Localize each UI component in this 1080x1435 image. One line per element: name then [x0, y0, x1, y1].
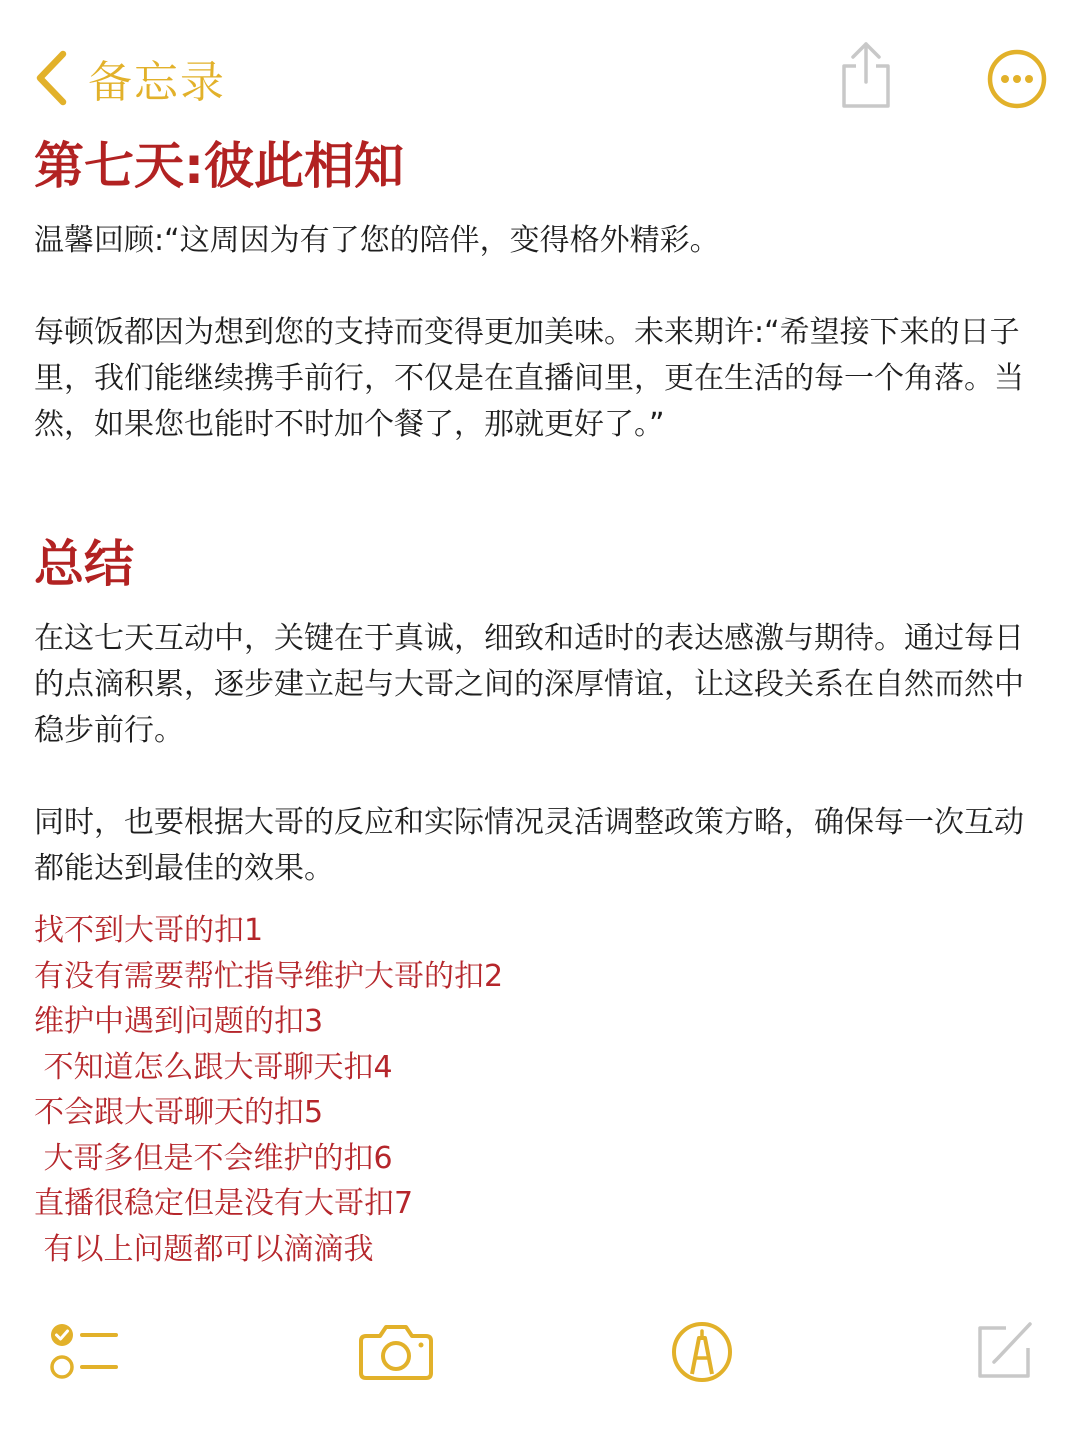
compose-icon [972, 1318, 1036, 1382]
spacer [34, 202, 1044, 218]
note-paragraph-1: 温馨回顾:“这周因为有了您的陪伴，变得格外精彩。 [34, 223, 720, 258]
back-button-label: 备忘录 [88, 57, 226, 108]
note-title: 第七天:彼此相知 [34, 137, 404, 195]
note-body[interactable] [34, 130, 1044, 1272]
checklist-icon [48, 1320, 120, 1382]
spacer [34, 448, 1044, 528]
section-heading-summary: 总结 [34, 535, 134, 593]
spacer [34, 892, 1044, 908]
note-paragraph-3: 在这七天互动中，关键在于真诚，细致和适时的表达感激与期待。通过每日的点滴积累，逐步建立起与大哥之间的深厚情谊，让这段关系在自然而然中稳步前行。 [34, 621, 1024, 748]
bottom-toolbar [0, 1318, 1080, 1388]
note-paragraph-4: 同时，也要根据大哥的反应和实际情况灵活调整政策方略，确保每一次互动都能达到最佳的效果。 [34, 805, 1024, 886]
list-item: 有没有需要帮忙指导维护大哥的扣2 [34, 958, 504, 994]
list-item: 找不到大哥的扣1 [34, 913, 264, 948]
note-paragraph-2: 每顿饭都因为想到您的支持而变得更加美味。未来期许:“希望接下来的日子里，我们能继续携手前行，不仅是在直播间里，更在生活的每一个角落。当然，如果您也能时不时加个餐了，那就更好了。” [34, 315, 1024, 442]
chevron-left-icon [34, 50, 68, 106]
list-item: 直播很稳定但是没有大哥扣7 [34, 1186, 414, 1221]
list-item: 大哥多但是不会维护的扣6 [34, 1140, 393, 1176]
more-button[interactable] [986, 48, 1048, 114]
ellipsis-circle-icon [986, 48, 1048, 110]
markup-button[interactable] [670, 1320, 734, 1388]
list-item: 维护中遇到问题的扣3 [34, 1004, 324, 1039]
spacer [34, 600, 1044, 616]
share-icon [836, 40, 896, 112]
back-button[interactable] [34, 48, 226, 108]
camera-button[interactable] [358, 1322, 434, 1386]
spacer [34, 754, 1044, 800]
share-button[interactable] [836, 40, 896, 116]
call-to-action-list [34, 908, 1044, 1272]
camera-icon [358, 1322, 434, 1382]
compose-button[interactable] [972, 1318, 1036, 1386]
list-item: 有以上问题都可以滴滴我 [34, 1231, 374, 1267]
spacer [34, 264, 1044, 310]
checklist-button[interactable] [48, 1320, 120, 1386]
list-item: 不知道怎么跟大哥聊天扣4 [34, 1049, 393, 1085]
nav-bar [0, 40, 1080, 116]
markup-pen-icon [670, 1320, 734, 1384]
list-item: 不会跟大哥聊天的扣5 [34, 1095, 324, 1130]
